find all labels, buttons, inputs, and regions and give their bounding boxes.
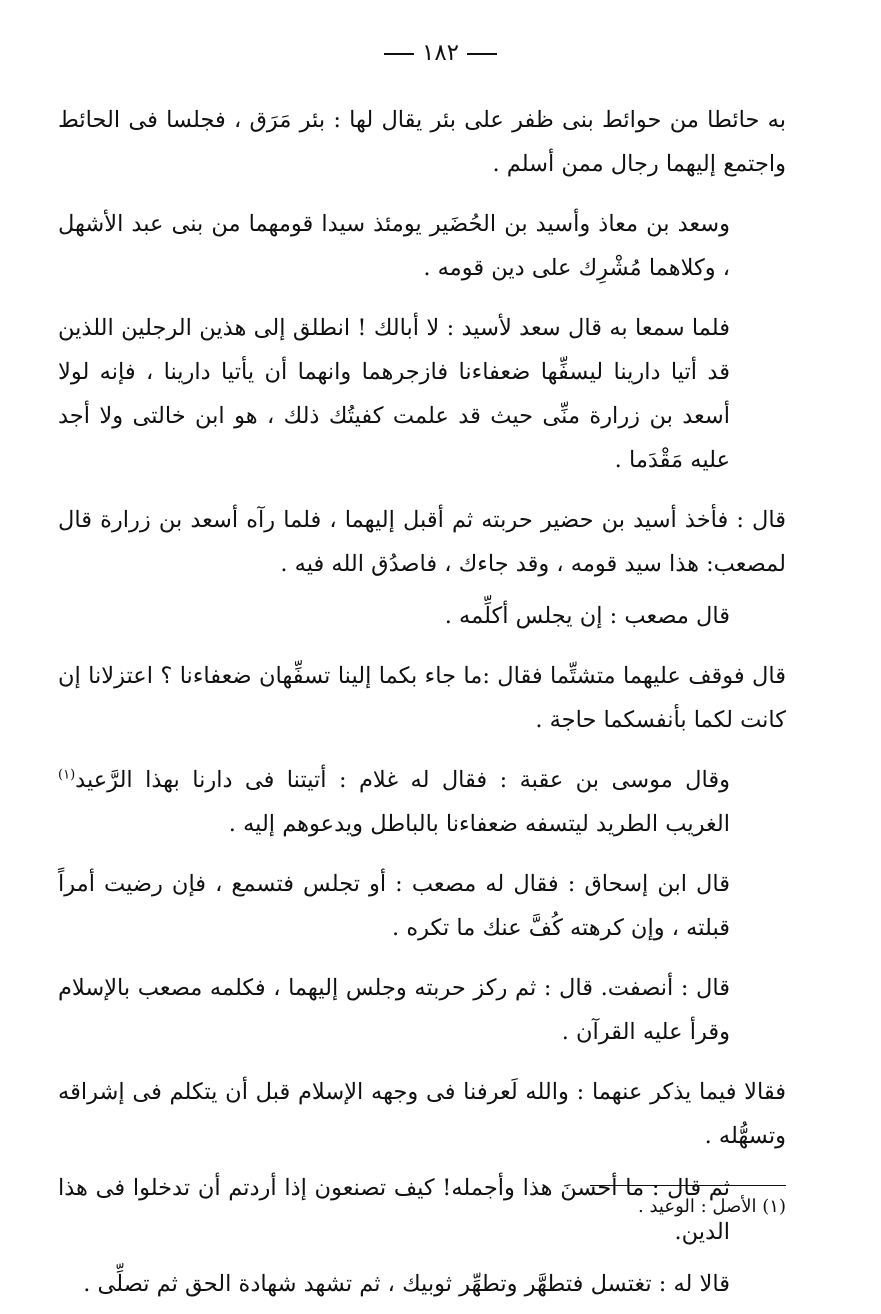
footnote-reference: (١) bbox=[58, 767, 76, 783]
paragraph: قال ابن إسحاق : فقال له مصعب : أو تجلس فتسمع ، فإن رضيت أمراً قبلته ، وإن كرهته كُفَّ عنك ما تكره . bbox=[58, 871, 730, 941]
paragraph-text-after: الغريب الطريد ليتسفه ضعفاءنا بالباطل ويدعوهم إليه . bbox=[228, 811, 730, 837]
body-text bbox=[58, 98, 786, 1314]
footnote-separator bbox=[590, 1185, 786, 1186]
paragraph: فلما سمعا به قال سعد لأسيد : لا أبالك ! انطلق إلى هذين الرجلين اللذين قد أتيا دارينا ليسفِّها ضعفاءنا فازجرهما وانهما أن يأتيا دارينا ، فإنه لولا أسعد بن زرارة منِّى حيث قد علمت كفيتُك ذلك ، هو ابن خالتى ولا أجد عليه مَقْدَما . bbox=[58, 315, 730, 473]
page-number bbox=[0, 40, 881, 66]
paragraph: قالا له : تغتسل فتطهَّر وتطهِّر ثوبيك ، ثم تشهد شهادة الحق ثم تصلِّى . bbox=[83, 1271, 730, 1297]
footnote: (١) الأصل : الوعيد . bbox=[638, 1196, 786, 1217]
paragraph: به حائطا من حوائط بنى ظفر على بئر يقال لها : بئر مَرَق ، فجلسا فى الحائط واجتمع إليهما رجال ممن أسلم . bbox=[58, 107, 786, 177]
paragraph: قال مصعب : إن يجلس أكلِّمه . bbox=[444, 603, 730, 629]
paragraph-text-before: وقال موسى بن عقبة : فقال له غلام : أتيتنا فى دارنا بهذا الرَّعيد bbox=[75, 767, 730, 793]
page-number-text: ١٨٢ bbox=[421, 40, 460, 66]
paragraph: وسعد بن معاذ وأسيد بن الحُضَير يومئذ سيدا قومهما من بنى عبد الأشهل ، وكلاهما مُشْرِك على دين قومه . bbox=[58, 211, 730, 281]
paragraph: ثم قال : ما أحسنَ هذا وأجمله! كيف تصنعون إذا أردتم أن تدخلوا فى هذا الدين. bbox=[58, 1175, 730, 1245]
paragraph-with-footnote bbox=[58, 758, 786, 846]
page-number-dash-right bbox=[467, 53, 497, 55]
paragraph: فقالا فيما يذكر عنهما : والله لَعرفنا فى وجهه الإسلام قبل أن يتكلم فى إشراقه وتسهُّله . bbox=[58, 1079, 786, 1149]
paragraph: قال فوقف عليهما متشتِّما فقال :ما جاء بكما إلينا تسفِّهان ضعفاءنا ؟ اعتزلانا إن كانت لكما بأنفسكما حاجة . bbox=[58, 663, 786, 733]
paragraph: قال : أنصفت. قال : ثم ركز حربته وجلس إليهما ، فكلمه مصعب بالإسلام وقرأ عليه القرآن . bbox=[58, 975, 730, 1045]
page-number-dash-left bbox=[384, 53, 414, 55]
paragraph: قال : فأخذ أسيد بن حضير حربته ثم أقبل إليهما ، فلما رآه أسعد بن زرارة قال لمصعب: هذا سيد قومه ، وقد جاءك ، فاصدُق الله فيه . bbox=[58, 507, 786, 577]
